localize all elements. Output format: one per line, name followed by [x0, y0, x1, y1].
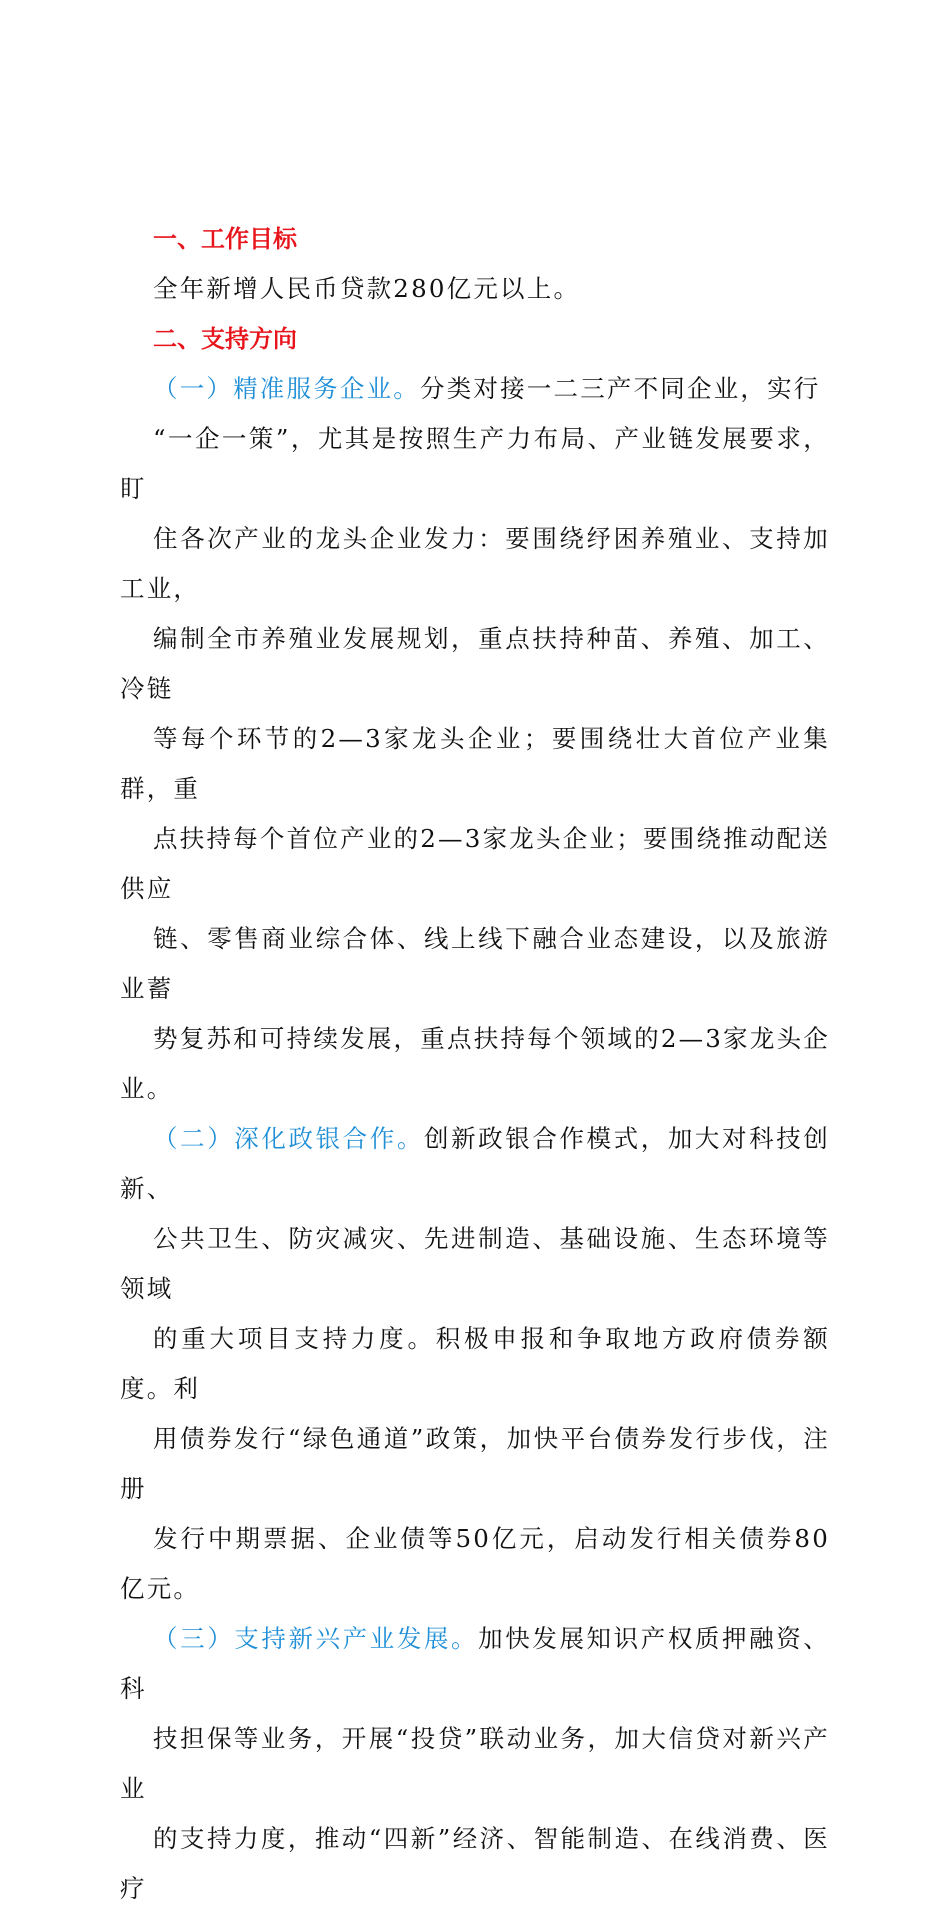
paragraph-line: 技担保等业务，开展“投贷”联动业务，加大信贷对新兴产业 [120, 1724, 830, 1803]
paragraph-line: 等每个环节的2—3家龙头企业；要围绕壮大首位产业集群，重 [120, 724, 830, 803]
subheading-gov-bank-cooperation: （二）深化政银合作。 [153, 1124, 424, 1153]
paragraph-line: 链、零售商业综合体、线上线下融合业态建设，以及旅游业蓄 [120, 924, 830, 1003]
paragraph-gov-bank-cooperation [120, 1114, 830, 1614]
paragraph-line: 的重大项目支持力度。积极申报和争取地方政府债券额度。利 [120, 1324, 830, 1403]
paragraph-line: 加快发展知识产权质押融资、科 [120, 1624, 830, 1703]
subheading-emerging-industries: （三）支持新兴产业发展。 [153, 1624, 479, 1653]
paragraph-line: 的支持力度，推动“四新”经济、智能制造、在线消费、医疗 [120, 1824, 830, 1903]
paragraph-line: 分类对接一二三产不同企业，实行 [420, 374, 821, 403]
paragraph-line: 编制全市养殖业发展规划，重点扶持种苗、养殖、加工、冷链 [120, 624, 830, 703]
section-heading-goals: 一、工作目标 [153, 225, 297, 253]
paragraph-line: 用债券发行“绿色通道”政策，加快平台债券发行步伐，注册 [120, 1424, 830, 1503]
paragraph-emerging-industries [120, 1614, 830, 1914]
paragraph-serve-enterprises [120, 364, 830, 1114]
section-heading-directions: 二、支持方向 [153, 325, 297, 353]
paragraph-line: 势复苏和可持续发展，重点扶持每个领域的2—3家龙头企业。 [120, 1024, 830, 1103]
paragraph-goal [120, 264, 830, 314]
paragraph-line: 点扶持每个首位产业的2—3家龙头企业；要围绕推动配送供应 [120, 824, 830, 903]
paragraph-line: 住各次产业的龙头企业发力：要围绕纾困养殖业、支持加工业， [120, 524, 830, 603]
paragraph-line: “一企一策”，尤其是按照生产力布局、产业链发展要求，盯 [120, 424, 830, 503]
paragraph-line: 公共卫生、防灾减灾、先进制造、基础设施、生态环境等领域 [120, 1224, 830, 1303]
paragraph-line: 发行中期票据、企业债等50亿元，启动发行相关债券80亿元。 [120, 1524, 830, 1603]
paragraph-line: 创新政银合作模式，加大对科技创新、 [120, 1124, 831, 1203]
document-body [120, 214, 830, 1914]
subheading-serve-enterprises: （一）精准服务企业。 [153, 374, 420, 403]
paragraph-line: 全年新增人民币贷款280亿元以上。 [153, 274, 581, 303]
